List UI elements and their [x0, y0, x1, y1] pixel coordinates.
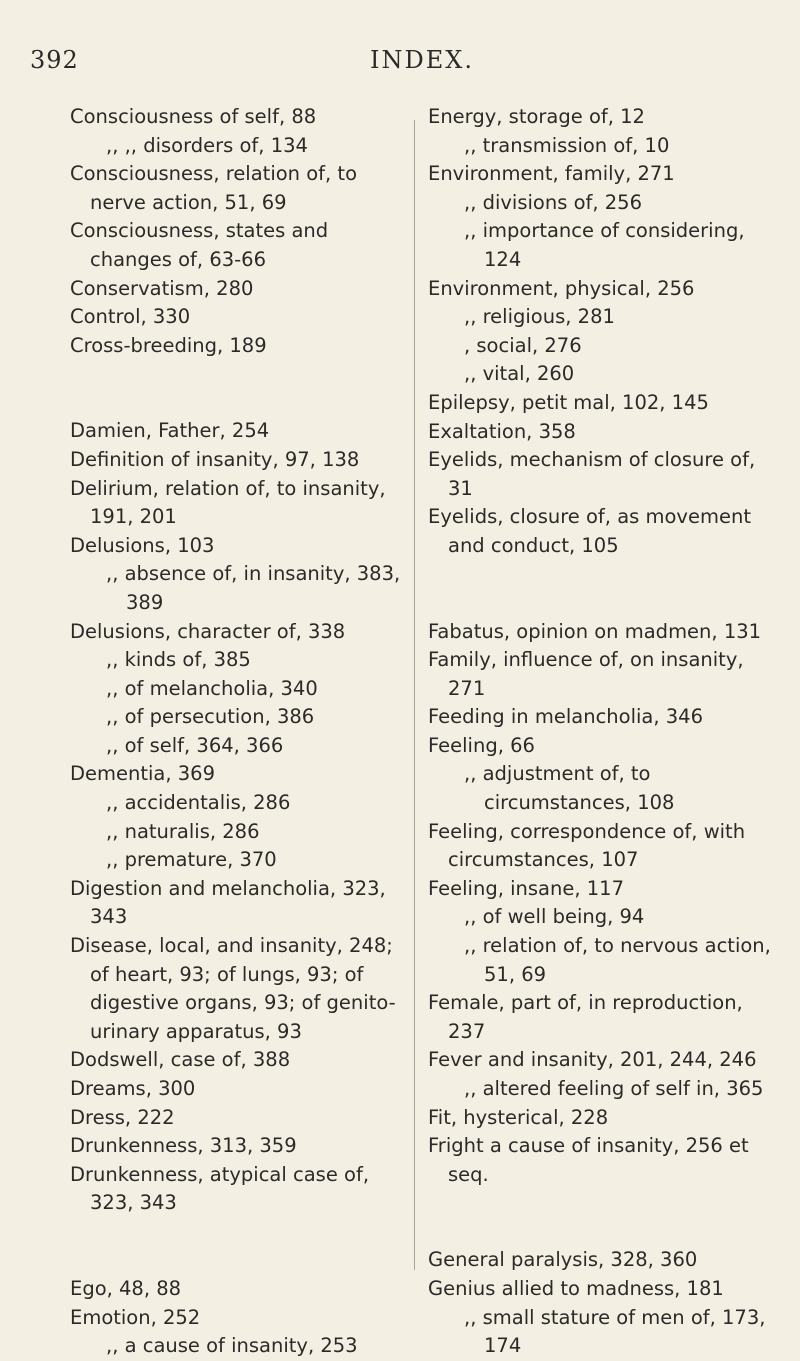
index-column-right — [428, 103, 774, 1361]
index-entry: Fit, hysterical, 228 — [428, 1105, 609, 1129]
index-subentry: ,, absence of, in insanity, 383, 389 — [106, 562, 401, 614]
index-subentry: ,, small stature of men of, 173, 174 — [464, 1305, 766, 1358]
index-subentry: ,, relation of, to nervous action, 51, 69 — [464, 934, 771, 986]
index-subentry: ,, of well being, 94 — [464, 905, 645, 929]
index-subentry: ,, adjustment of, to circumstances, 108 — [464, 762, 675, 815]
index-entry: Genius allied to madness, 181 — [428, 1276, 724, 1300]
index-subentry: ,, religious, 281 — [464, 305, 615, 329]
page-title: INDEX. — [370, 46, 474, 74]
section-gap — [428, 561, 774, 618]
index-subentry: ,, accidentalis, 286 — [106, 791, 291, 815]
index-entry: Drunkenness, atypical case of, 323, 343 — [70, 1162, 370, 1215]
index-entry: Consciousness, relation of, to nerve action, 51, 69 — [70, 162, 357, 214]
index-entry: Conservatism, 280 — [70, 276, 254, 300]
index-subentry: ,, vital, 260 — [464, 362, 575, 386]
index-entry: Feeling, 66 — [428, 733, 535, 757]
index-subentry: , social, 276 — [464, 333, 582, 357]
section-gap — [70, 360, 410, 417]
index-entry: Family, influence of, on insanity, 271 — [428, 648, 744, 700]
index-subentry: ,, importance of considering, 124 — [464, 219, 745, 271]
index-entry: Drunkenness, 313, 359 — [70, 1134, 297, 1158]
index-subentry: ,, naturalis, 286 — [106, 819, 260, 843]
index-entry: Dress, 222 — [70, 1105, 175, 1129]
index-subentry: ,, divisions of, 256 — [464, 190, 642, 214]
index-entry: Dreams, 300 — [70, 1077, 196, 1100]
index-subentry: ,, of self, 364, 366 — [106, 733, 284, 757]
index-subentry: ,, premature, 370 — [106, 848, 277, 872]
index-entry: Feeling, insane, 117 — [428, 876, 624, 900]
index-entry: Damien, Father, 254 — [70, 419, 270, 443]
index-entry: Eyelids, mechanism of closure of, 31 — [428, 448, 756, 500]
index-entry: Definition of insanity, 97, 138 — [70, 447, 360, 471]
section-gap — [70, 1218, 410, 1275]
index-entry: Energy, storage of, 12 — [428, 105, 645, 128]
index-subentry: ,, of melancholia, 340 — [106, 676, 318, 700]
index-subentry: ,, ,, disorders of, 134 — [106, 133, 308, 157]
page-number: 392 — [30, 46, 79, 74]
index-entry: Exaltation, 358 — [428, 419, 576, 443]
index-entry: Control, 330 — [70, 305, 191, 329]
index-entry: Dodswell, case of, 388 — [70, 1048, 291, 1072]
index-entry: Delusions, character of, 338 — [70, 619, 346, 643]
index-entry: Fabatus, opinion on madmen, 131 — [428, 619, 762, 643]
index-entry: Consciousness of self, 88 — [70, 105, 317, 128]
index-entry: Female, part of, in reproduction, 237 — [428, 991, 743, 1043]
index-entry: Fright a cause of insanity, 256 et seq. — [428, 1134, 749, 1186]
index-entry: General paralysis, 328, 360 — [428, 1248, 698, 1272]
section-gap — [428, 1189, 774, 1246]
index-subentry: ,, a cause of insanity, 253 — [106, 1334, 358, 1358]
index-entry: Epilepsy, petit mal, 102, 145 — [428, 390, 709, 414]
index-entry: Digestion and melancholia, 323, 343 — [70, 876, 386, 929]
index-entry: Eyelids, closure of, as movement and conduct, 105 — [428, 505, 751, 557]
index-entry: Fever and insanity, 201, 244, 246 — [428, 1048, 757, 1072]
column-divider — [414, 120, 415, 1270]
index-subentry: ,, transmission of, 10 — [464, 133, 670, 157]
index-subentry: ,, of persecution, 386 — [106, 705, 315, 729]
index-entry: Feeling, correspondence of, with circumstances, 107 — [428, 819, 746, 872]
index-entry: Ego, 48, 88 — [70, 1276, 182, 1300]
index-subentry: ,, altered feeling of self in, 365 — [464, 1077, 764, 1100]
index-entry: Delirium, relation of, to insanity, 191, 201 — [70, 476, 386, 529]
index-entry: Disease, local, and insanity, 248; of heart, 93; of lungs, 93; of digestive organs, 93; of genito-urinary apparatus, 93 — [70, 934, 396, 1043]
index-entry: Environment, family, 271 — [428, 162, 675, 186]
index-entry: Emotion, 252 — [70, 1305, 201, 1329]
index-entry: Feeding in melancholia, 346 — [428, 705, 703, 729]
index-entry: Delusions, 103 — [70, 533, 215, 557]
index-column-left — [70, 103, 410, 1361]
index-entry: Consciousness, states and changes of, 63-66 — [70, 219, 329, 271]
index-subentry: ,, kinds of, 385 — [106, 648, 251, 672]
page-header — [0, 46, 800, 86]
index-entry: Dementia, 369 — [70, 762, 215, 786]
index-entry: Environment, physical, 256 — [428, 276, 695, 300]
index-entry: Cross-breeding, 189 — [70, 333, 267, 357]
